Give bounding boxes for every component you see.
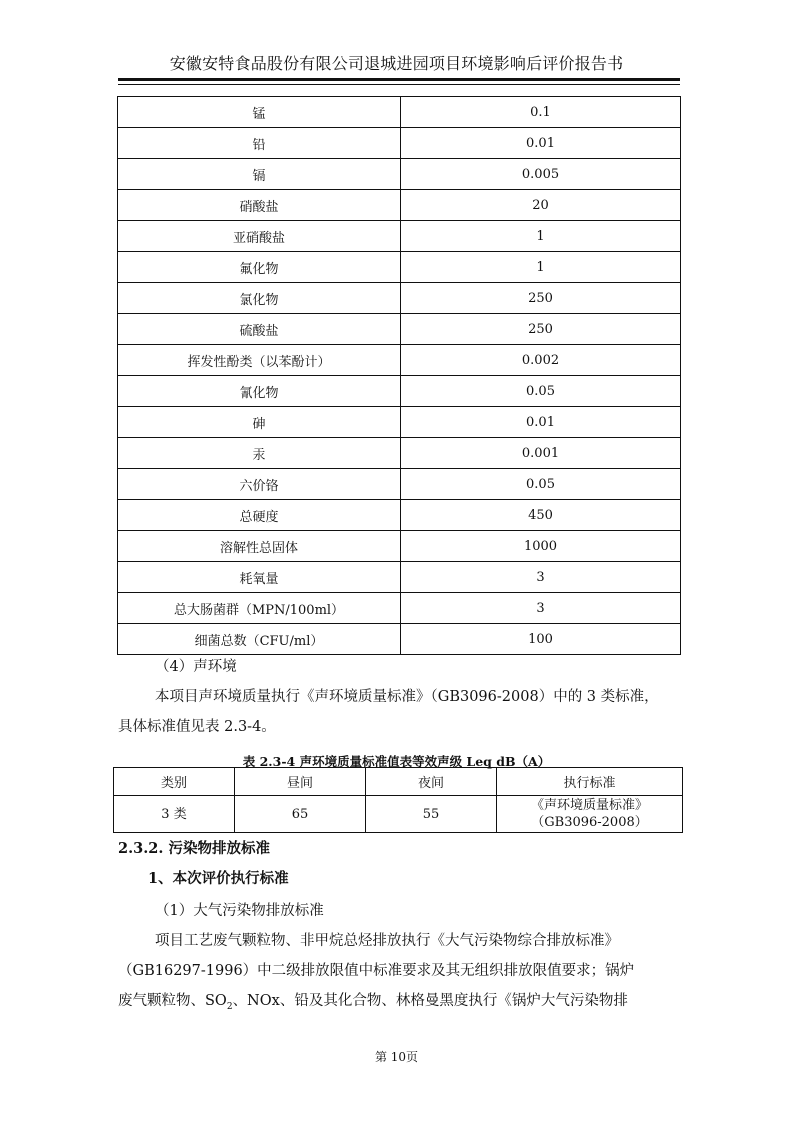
air-line-3-part-b: 、NOx、铅及其化合物、林格曼黑度执行《锅炉大气污染物排 bbox=[232, 993, 628, 1009]
limit-value-cell: 250 bbox=[401, 314, 681, 345]
limit-value-cell: 1000 bbox=[401, 531, 681, 562]
table-row bbox=[118, 438, 681, 469]
noise-table-header-row bbox=[114, 768, 683, 796]
air-section-heading: （1）大气污染物排放标准 bbox=[155, 903, 324, 919]
air-paragraph-line-3 bbox=[118, 989, 628, 1012]
table-row bbox=[118, 345, 681, 376]
table-row bbox=[118, 624, 681, 655]
limit-value-cell: 0.005 bbox=[401, 159, 681, 190]
limit-value-cell: 0.001 bbox=[401, 438, 681, 469]
limit-value-cell: 3 bbox=[401, 593, 681, 624]
parameter-cell: 镉 bbox=[118, 159, 401, 190]
air-paragraph-line-1: 项目工艺废气颗粒物、非甲烷总烃排放执行《大气污染物综合排放标准》 bbox=[155, 933, 619, 949]
cell-category: 3 类 bbox=[114, 796, 235, 833]
parameter-cell: 耗氧量 bbox=[118, 562, 401, 593]
header-night: 夜间 bbox=[366, 768, 497, 796]
parameter-cell: 亚硝酸盐 bbox=[118, 221, 401, 252]
table-row bbox=[118, 562, 681, 593]
header-category: 类别 bbox=[114, 768, 235, 796]
parameter-cell: 汞 bbox=[118, 438, 401, 469]
header-rule-thin bbox=[118, 84, 680, 85]
table-row bbox=[118, 252, 681, 283]
table-row bbox=[118, 159, 681, 190]
limit-value-cell: 0.1 bbox=[401, 97, 681, 128]
limit-value-cell: 450 bbox=[401, 500, 681, 531]
parameter-cell: 砷 bbox=[118, 407, 401, 438]
cell-day: 65 bbox=[235, 796, 366, 833]
cell-standard-line-2: （GB3096-2008） bbox=[531, 815, 648, 830]
parameter-cell: 硝酸盐 bbox=[118, 190, 401, 221]
limit-value-cell: 20 bbox=[401, 190, 681, 221]
parameter-cell: 六价铬 bbox=[118, 469, 401, 500]
table-row bbox=[118, 407, 681, 438]
table-row bbox=[118, 221, 681, 252]
header-day: 昼间 bbox=[235, 768, 366, 796]
page-number: 第 10页 bbox=[374, 1050, 419, 1064]
limit-value-cell: 1 bbox=[401, 221, 681, 252]
parameter-cell: 氟化物 bbox=[118, 252, 401, 283]
limit-value-cell: 3 bbox=[401, 562, 681, 593]
limit-value-cell: 0.05 bbox=[401, 469, 681, 500]
table-row bbox=[118, 190, 681, 221]
page-header-title: 安徽安特食品股份有限公司退城进园项目环境影响后评价报告书 bbox=[169, 54, 624, 73]
table-row bbox=[118, 376, 681, 407]
limit-value-cell: 0.01 bbox=[401, 128, 681, 159]
table-row bbox=[118, 128, 681, 159]
air-line-3-subscript: 2 bbox=[226, 1001, 233, 1012]
table-row bbox=[118, 97, 681, 128]
air-line-3-part-a: 废气颗粒物、SO bbox=[118, 993, 227, 1009]
noise-paragraph-line-2: 具体标准值见表 2.3-4。 bbox=[118, 719, 276, 735]
air-paragraph-line-2: （GB16297-1996）中二级排放限值中标准要求及其无组织排放限值要求；锅炉 bbox=[118, 963, 635, 979]
parameter-cell: 溶解性总固体 bbox=[118, 531, 401, 562]
header-standard: 执行标准 bbox=[497, 768, 683, 796]
noise-paragraph-line-1: 本项目声环境质量执行《声环境质量标准》（GB3096-2008）中的 3 类标准， bbox=[155, 689, 659, 705]
limit-value-cell: 0.01 bbox=[401, 407, 681, 438]
table-row bbox=[118, 314, 681, 345]
parameter-cell: 总硬度 bbox=[118, 500, 401, 531]
limit-value-cell: 0.05 bbox=[401, 376, 681, 407]
cell-standard bbox=[497, 796, 683, 833]
noise-standards-table bbox=[113, 767, 683, 833]
header-rule-thick bbox=[118, 78, 680, 81]
noise-table-caption: 表 2.3-4 声环境质量标准值表等效声级 Leq dB（A） bbox=[242, 754, 551, 769]
table-row bbox=[118, 500, 681, 531]
parameter-cell: 铅 bbox=[118, 128, 401, 159]
table-row bbox=[118, 531, 681, 562]
limit-value-cell: 1 bbox=[401, 252, 681, 283]
section-heading-2-3-2: 2.3.2. 污染物排放标准 bbox=[118, 840, 270, 857]
subsection-heading: 1、本次评价执行标准 bbox=[148, 870, 289, 887]
parameter-cell: 硫酸盐 bbox=[118, 314, 401, 345]
noise-table-row bbox=[114, 796, 683, 833]
water-quality-standards-table bbox=[117, 96, 681, 655]
parameter-cell: 细菌总数（CFU/ml） bbox=[118, 624, 401, 655]
parameter-cell: 氯化物 bbox=[118, 283, 401, 314]
limit-value-cell: 100 bbox=[401, 624, 681, 655]
parameter-cell: 挥发性酚类（以苯酚计） bbox=[118, 345, 401, 376]
limit-value-cell: 250 bbox=[401, 283, 681, 314]
table-row bbox=[118, 469, 681, 500]
table-row bbox=[118, 283, 681, 314]
parameter-cell: 氰化物 bbox=[118, 376, 401, 407]
table-row bbox=[118, 593, 681, 624]
noise-section-heading: （4）声环境 bbox=[155, 659, 237, 675]
cell-night: 55 bbox=[366, 796, 497, 833]
limit-value-cell: 0.002 bbox=[401, 345, 681, 376]
cell-standard-line-1: 《声环境质量标准》 bbox=[530, 798, 648, 813]
parameter-cell: 锰 bbox=[118, 97, 401, 128]
parameter-cell: 总大肠菌群（MPN/100ml） bbox=[118, 593, 401, 624]
